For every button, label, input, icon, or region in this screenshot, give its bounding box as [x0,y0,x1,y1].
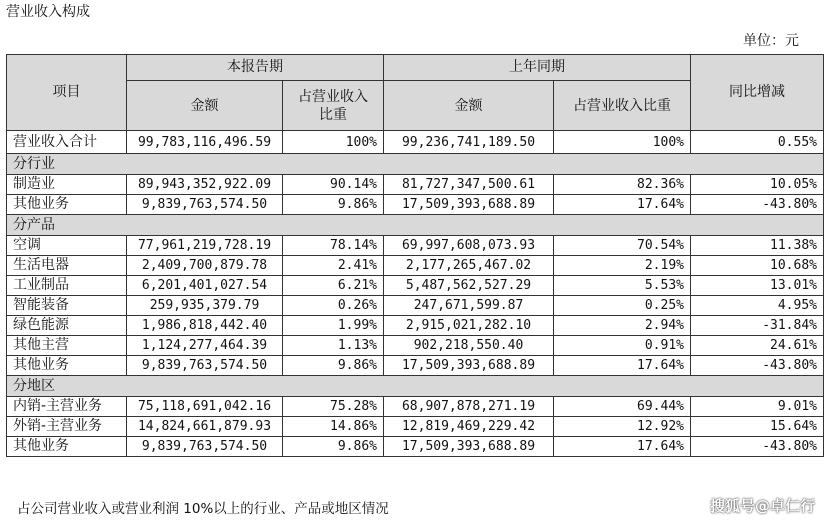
total-row [7,131,824,154]
table-row [7,256,824,276]
prior-share-cell: 70.54% [554,236,691,256]
cur-share-cell: 1.99% [283,316,384,336]
section-title: 分产品 [7,215,824,236]
cur-amount-cell: 9,839,763,574.50 [127,437,283,457]
header-current-share-line2: 比重 [319,106,347,123]
yoy-cell: -43.80% [691,356,824,376]
cur-amount-cell: 14,824,661,879.93 [127,417,283,437]
row-label: 制造业 [7,175,127,195]
cur-amount-cell: 9,839,763,574.50 [127,356,283,376]
cur-amount-cell: 1,124,277,464.39 [127,336,283,356]
table-row [7,236,824,256]
cur-share-cell: 75.28% [283,397,384,417]
table-row [7,437,824,457]
yoy-cell: 13.01% [691,276,824,296]
prior-share-cell: 17.64% [554,195,691,215]
row-label: 其他业务 [7,356,127,376]
table-row [7,417,824,437]
yoy-cell: 10.68% [691,256,824,276]
unit-label: 单位：元 [743,33,799,49]
yoy-cell: 9.01% [691,397,824,417]
header-current-period: 本报告期 [127,55,384,81]
prior-amount-cell: 69,997,608,073.93 [384,236,554,256]
prior-amount-cell: 17,509,393,688.89 [384,195,554,215]
cur-amount-cell: 99,783,116,496.59 [127,131,283,154]
prior-share-cell: 12.92% [554,417,691,437]
cur-share-cell: 90.14% [283,175,384,195]
cur-share-cell: 6.21% [283,276,384,296]
cur-share-cell: 0.26% [283,296,384,316]
cur-amount-cell: 77,961,219,728.19 [127,236,283,256]
row-label: 其他业务 [7,437,127,457]
table-row [7,316,824,336]
cur-share-cell: 2.41% [283,256,384,276]
cur-amount-cell: 259,935,379.79 [127,296,283,316]
prior-amount-cell: 12,819,469,229.42 [384,417,554,437]
table-row [7,195,824,215]
row-label: 内销-主营业务 [7,397,127,417]
prior-share-cell: 0.25% [554,296,691,316]
row-label: 外销-主营业务 [7,417,127,437]
row-label: 营业收入合计 [7,131,127,154]
yoy-cell: 10.05% [691,175,824,195]
header-prior-amount: 金额 [384,81,554,131]
yoy-cell: -31.84% [691,316,824,336]
prior-amount-cell: 99,236,741,189.50 [384,131,554,154]
cur-share-cell: 14.86% [283,417,384,437]
row-label: 生活电器 [7,256,127,276]
yoy-cell: 11.38% [691,236,824,256]
header-prior-period: 上年同期 [384,55,691,81]
row-label: 空调 [7,236,127,256]
prior-amount-cell: 17,509,393,688.89 [384,437,554,457]
prior-share-cell: 100% [554,131,691,154]
cur-amount-cell: 6,201,401,027.54 [127,276,283,296]
cur-share-cell: 9.86% [283,356,384,376]
prior-share-cell: 69.44% [554,397,691,417]
prior-share-cell: 2.19% [554,256,691,276]
table-row [7,397,824,417]
prior-amount-cell: 68,907,878,271.19 [384,397,554,417]
row-label: 工业制品 [7,276,127,296]
table-row [7,356,824,376]
yoy-cell: 4.95% [691,296,824,316]
prior-amount-cell: 2,177,265,467.02 [384,256,554,276]
prior-share-cell: 5.53% [554,276,691,296]
yoy-cell: 0.55% [691,131,824,154]
footnote: 占公司营业收入或营业利润 10%以上的行业、产品或地区情况 [17,501,389,517]
table-row [7,175,824,195]
cur-share-cell: 9.86% [283,195,384,215]
cur-amount-cell: 9,839,763,574.50 [127,195,283,215]
prior-amount-cell: 247,671,599.87 [384,296,554,316]
yoy-cell: 15.64% [691,417,824,437]
prior-share-cell: 0.91% [554,336,691,356]
header-current-share-line1: 占营业收入 [298,88,368,105]
header-yoy: 同比增减 [691,55,824,131]
cur-amount-cell: 75,118,691,042.16 [127,397,283,417]
prior-amount-cell: 2,915,021,282.10 [384,316,554,336]
row-label: 其他主营 [7,336,127,356]
row-label: 其他业务 [7,195,127,215]
yoy-cell: -43.80% [691,195,824,215]
revenue-table [6,54,824,457]
watermark: 搜狐号@卓仁行 [709,497,815,515]
prior-share-cell: 17.64% [554,437,691,457]
cur-share-cell: 78.14% [283,236,384,256]
header-current-share [283,81,384,131]
table-row [7,296,824,316]
section-row [7,154,824,175]
section-title: 分行业 [7,154,824,175]
prior-amount-cell: 5,487,562,527.29 [384,276,554,296]
section-row [7,215,824,236]
prior-share-cell: 82.36% [554,175,691,195]
prior-amount-cell: 17,509,393,688.89 [384,356,554,376]
row-label: 智能装备 [7,296,127,316]
row-label: 绿色能源 [7,316,127,336]
prior-amount-cell: 81,727,347,500.61 [384,175,554,195]
table-row [7,336,824,356]
section-row [7,376,824,397]
cur-amount-cell: 1,986,818,442.40 [127,316,283,336]
cur-share-cell: 100% [283,131,384,154]
prior-share-cell: 2.94% [554,316,691,336]
table-row [7,276,824,296]
header-item: 项目 [7,55,127,131]
page-title: 营业收入构成 [6,4,90,20]
prior-amount-cell: 902,218,550.40 [384,336,554,356]
yoy-cell: -43.80% [691,437,824,457]
section-title: 分地区 [7,376,824,397]
cur-share-cell: 9.86% [283,437,384,457]
table-header [7,55,824,131]
header-prior-share: 占营业收入比重 [554,81,691,131]
yoy-cell: 24.61% [691,336,824,356]
prior-share-cell: 17.64% [554,356,691,376]
table-body [7,131,824,457]
cur-amount-cell: 89,943,352,922.09 [127,175,283,195]
cur-amount-cell: 2,409,700,879.78 [127,256,283,276]
header-current-amount: 金额 [127,81,283,131]
cur-share-cell: 1.13% [283,336,384,356]
